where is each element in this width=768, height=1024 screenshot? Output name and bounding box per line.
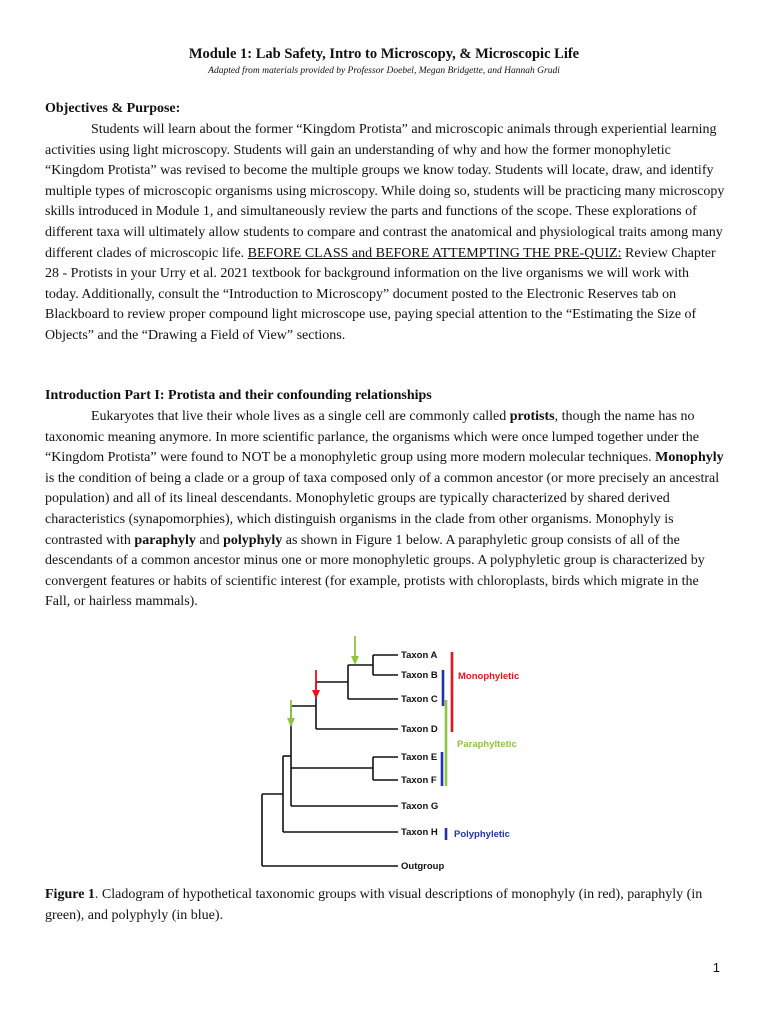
group-brackets bbox=[442, 652, 452, 840]
intro-text-1: Eukaryotes that live their whole lives as a single cell are commonly called bbox=[91, 409, 510, 424]
taxon-g-label: Taxon G bbox=[401, 801, 439, 812]
taxon-h-label: Taxon H bbox=[401, 827, 438, 838]
paraphyletic-label: Paraphyltetic bbox=[457, 739, 517, 750]
taxon-d-label: Taxon D bbox=[401, 724, 438, 735]
taxon-b-label: Taxon B bbox=[401, 670, 438, 681]
term-polyphyly: polyphyly bbox=[223, 532, 283, 548]
taxon-a-label: Taxon A bbox=[401, 650, 438, 661]
group-labels bbox=[454, 671, 519, 840]
page-number: 1 bbox=[712, 960, 720, 975]
page-subtitle: Adapted from materials provided by Professor Doebel, Megan Bridgette, and Hannah Grudi bbox=[208, 66, 560, 76]
outgroup-label: Outgroup bbox=[401, 861, 445, 872]
taxon-e-label: Taxon E bbox=[401, 752, 438, 763]
before-class-underlined: BEFORE CLASS and BEFORE ATTEMPTING THE PRE-QUIZ: bbox=[247, 245, 622, 261]
cladogram-figure bbox=[250, 636, 550, 881]
intro-text-2: , though the name has no taxonomic meaning anymore. In more scientific parlance, the organisms which were once lumped together under the “Kingdom Protista” were found to NOT be a monophyletic group using more modern molecular techniques. bbox=[45, 409, 700, 466]
objectives-heading: Objectives & Purpose: bbox=[45, 101, 181, 116]
intro-text-5: as shown in Figure 1 below. A paraphyletic group consists of all of the descendants of a common ancestor minus one or more monophyletic groups. A polyphyletic group is characterized by convergent features or habits of scientific interest (for example, protists with chloroplasts, birds which migrate in the Fall, or hairless mammals). bbox=[45, 532, 705, 610]
figure-caption bbox=[45, 885, 725, 926]
intro-text-3: is the condition of being a clade or a group of taxa composed only of a common ancestor (or more precisely an ancestral population) and all of its lineal descendants. Monophyletic groups are typically characterized by shared derived characteristics (synapomorphies), which distinguish organisms in the clade from other organisms. Monophyly is contrasted with bbox=[45, 470, 720, 548]
page-title: Module 1: Lab Safety, Intro to Microscopy, & Microscopic Life bbox=[188, 46, 580, 62]
polyphyletic-label: Polyphyletic bbox=[454, 829, 510, 840]
intro-text-4: and bbox=[195, 532, 224, 548]
objectives-text-2: Review Chapter 28 - Protists in your Urry et al. 2021 textbook for background information on the live organisms we will work with today. Additionally, consult the “Introduction to Microscopy” document posted to the Electronic Reserves tab on Blackboard to review proper compound light microscope use, paying special attention to the “Estimating the Size of Objects” and the “Drawing a Field of View” sections. bbox=[45, 245, 716, 343]
objectives-paragraph bbox=[45, 120, 725, 347]
intro-heading: Introduction Part I: Protista and their confounding relationships bbox=[45, 388, 432, 403]
term-paraphyly: paraphyly bbox=[134, 532, 196, 548]
monophyletic-label: Monophyletic bbox=[458, 671, 520, 682]
objectives-text-1: Students will learn about the former “Kingdom Protista” and microscopic animals through experiential learning activities using light microscopy. Students will gain an understanding of why and how the former monophyletic “Kingdom Protista” was revised to become the multiple groups we know today. Students will locate, draw, and identify multiple types of microscopic organisms using microscopy. While doing so, students will be practicing many microscopy skills introduced in Module 1, and simultaneously review the parts and functions of the scope. These explorations of different taxa will ultimately allow students to compare and contrast the anatomical and physiological traits among many different clades of microscopic life. bbox=[45, 122, 725, 261]
figure-caption-text: . Cladogram of hypothetical taxonomic groups with visual descriptions of monophyly (in red), paraphyly (in green), and polyphyly (in blue). bbox=[45, 887, 703, 923]
term-protists: protists bbox=[509, 409, 555, 424]
taxon-labels bbox=[401, 650, 444, 872]
cladogram-branches bbox=[262, 655, 398, 866]
figure-caption-label: Figure 1 bbox=[45, 887, 95, 902]
term-monophyly: Monophyly bbox=[655, 450, 724, 466]
taxon-c-label: Taxon C bbox=[401, 694, 438, 705]
taxon-f-label: Taxon F bbox=[401, 775, 437, 786]
intro-paragraph bbox=[45, 407, 725, 613]
